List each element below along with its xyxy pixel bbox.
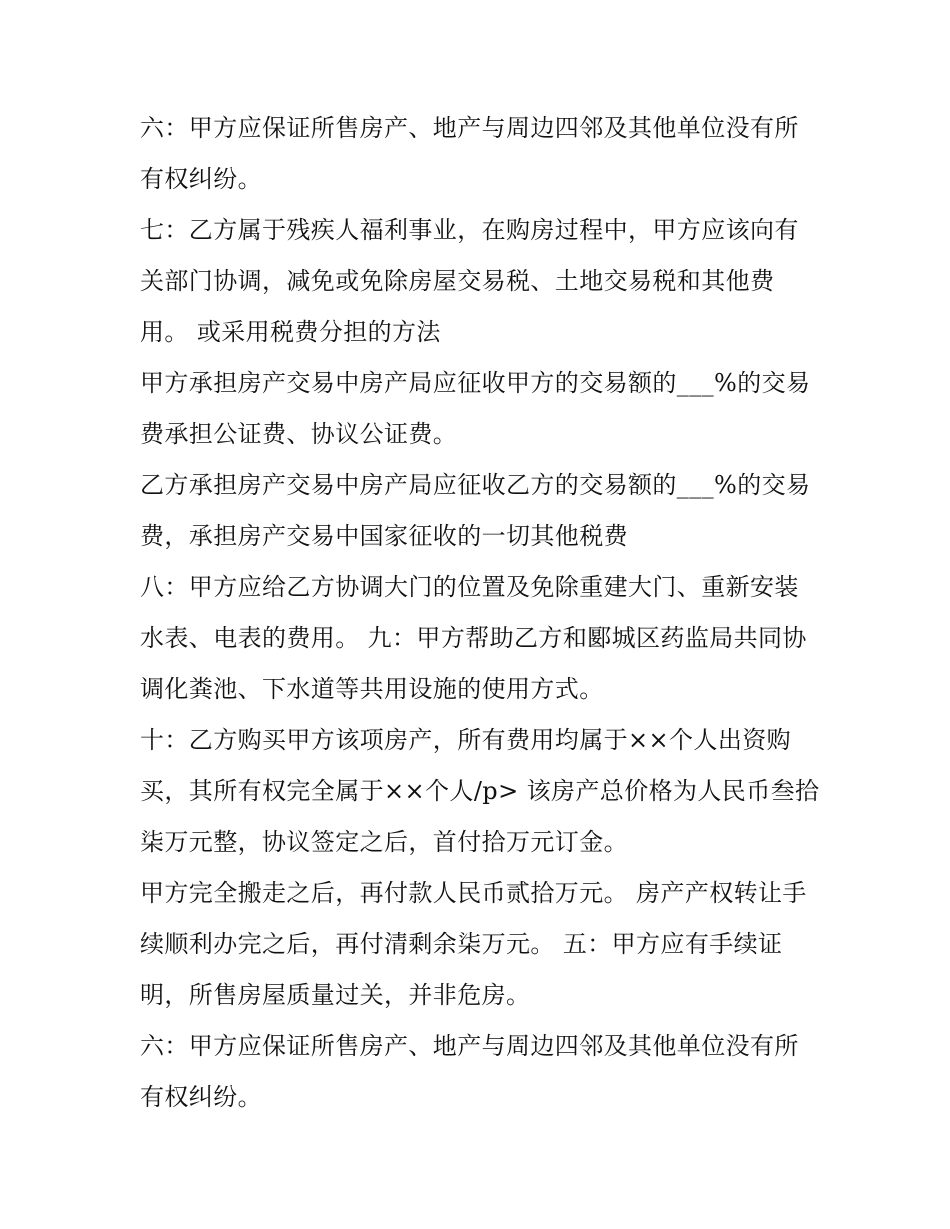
document-body	[140, 103, 820, 1123]
paragraph-party-a-fees: 甲方承担房产交易中房产局应征收甲方的交易额的___%的交易费承担公证费、协议公证费。	[140, 369, 811, 448]
paragraph-clause-six-repeat: 六：甲方应保证所售房产、地产与周边四邻及其他单位没有所有权纠纷。	[140, 1032, 799, 1111]
paragraph-clause-ten: 十：乙方购买甲方该项房产，所有费用均属于××个人出资购买，其所有权完全属于××个人/p> 该房产总价格为人民币叁拾柒万元整，协议签定之后，首付拾万元订金。	[140, 726, 820, 856]
paragraph-clause-six: 六：甲方应保证所售房产、地产与周边四邻及其他单位没有所有权纠纷。	[140, 114, 799, 193]
paragraph-clause-seven: 七：乙方属于残疾人福利事业，在购房过程中，甲方应该向有关部门协调，减免或免除房屋交易税、土地交易税和其他费用。 或采用税费分担的方法	[140, 216, 799, 346]
paragraph-clause-eight-nine: 八：甲方应给乙方协调大门的位置及免除重建大门、重新安装水表、电表的费用。 九：甲方帮助乙方和郾城区药监局共同协调化粪池、下水道等共用设施的使用方式。	[140, 573, 807, 703]
paragraph-payment-clause-five: 甲方完全搬走之后，再付款人民币贰拾万元。 房产产权转让手续顺利办完之后，再付清剩余柒万元。 五：甲方应有手续证明，所售房屋质量过关，并非危房。	[140, 879, 807, 1009]
paragraph-party-b-fees: 乙方承担房产交易中房产局应征收乙方的交易额的___%的交易费，承担房产交易中国家征收的一切其他税费	[140, 471, 811, 550]
